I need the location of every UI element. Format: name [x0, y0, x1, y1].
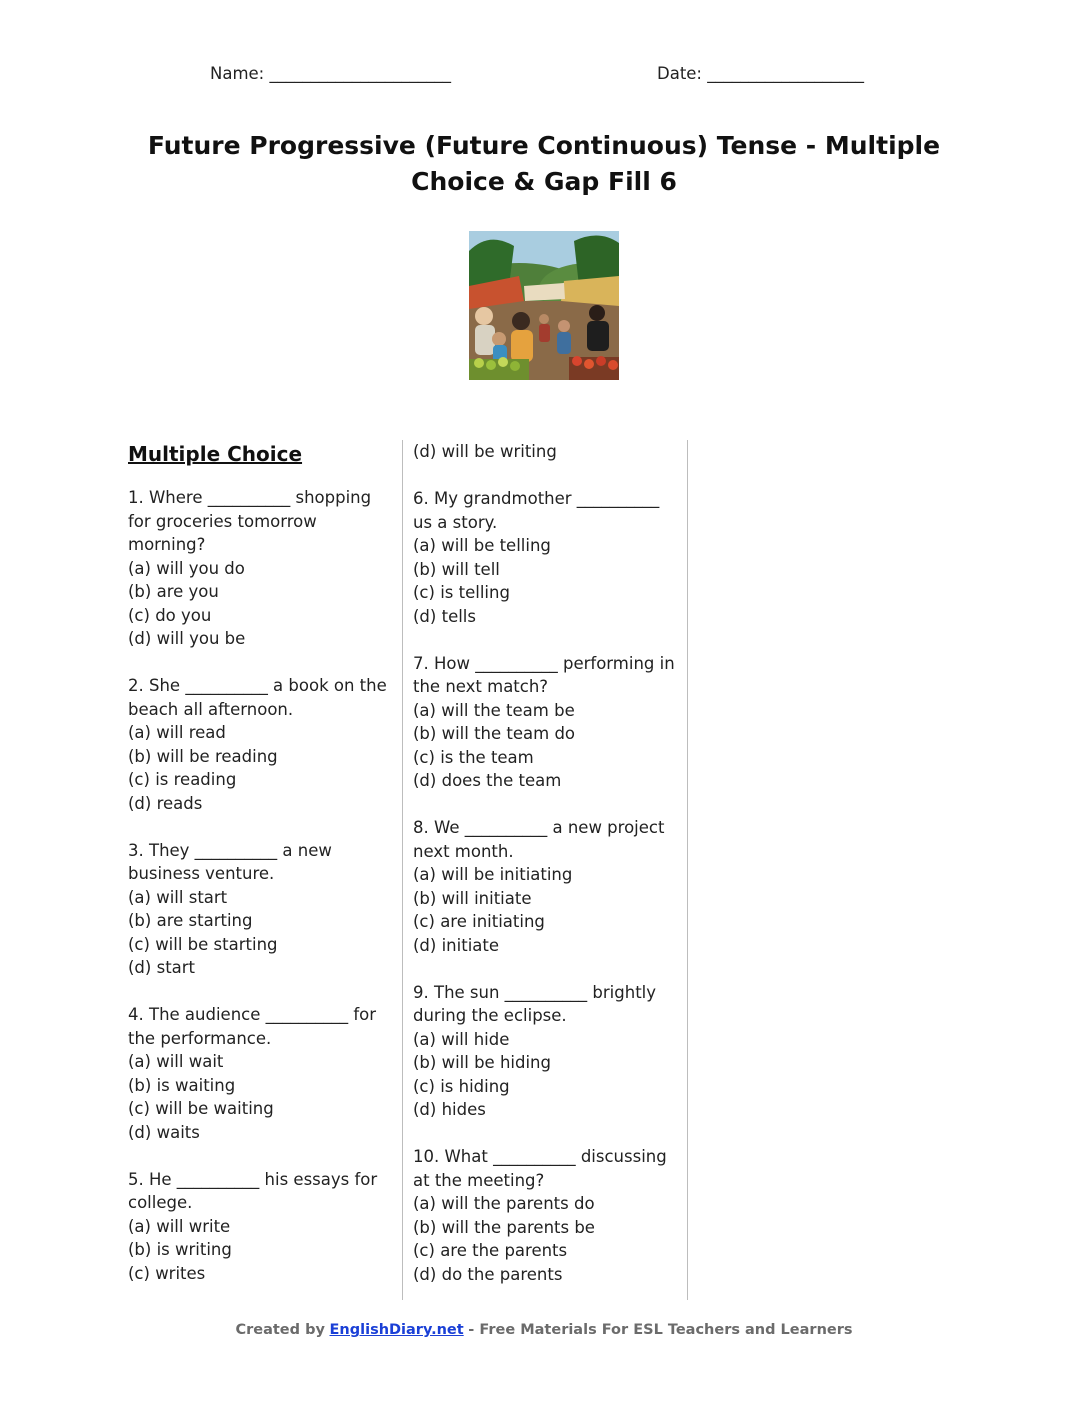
answer-option: (a) will the team be: [413, 700, 575, 720]
answer-option: (c) are initiating: [413, 912, 545, 931]
question-stem-line: 5. He __________ his essays for: [128, 1169, 378, 1189]
answer-option: (c) will be starting: [128, 934, 278, 954]
answer-option: (c) will be waiting: [128, 1099, 274, 1118]
question-stem-line: college.: [128, 1193, 193, 1212]
answer-option: (d) tells: [413, 606, 476, 626]
question-stem-line: 3. They __________ a new: [128, 840, 332, 860]
answer-option: (c) do you: [128, 605, 212, 625]
question-stem-line: at the meeting?: [413, 1170, 545, 1190]
date-field-label: Date: ___________________: [657, 64, 864, 83]
question-stem-line: during the eclipse.: [413, 1006, 567, 1025]
answer-option: (b) will be hiding: [413, 1053, 551, 1072]
answer-option: (d) start: [128, 958, 196, 977]
question-stem-line: 10. What __________ discussing: [413, 1147, 667, 1166]
footer-suffix: - Free Materials For ESL Teachers and Learners: [468, 1322, 853, 1338]
answer-option: (b) will the team do: [413, 724, 576, 743]
question-stem-line: beach all afternoon.: [128, 699, 294, 719]
name-field-label: Name: ______________________: [210, 64, 451, 83]
answer-option: (d) will you be: [128, 629, 246, 648]
column-divider-right: [687, 440, 688, 1300]
question-stem-line: the next match?: [413, 677, 549, 696]
answer-option: (a) will hide: [413, 1029, 510, 1049]
answer-option: (a) will wait: [128, 1052, 224, 1071]
section-heading: Multiple Choice: [128, 442, 303, 466]
answer-option: (c) are the parents: [413, 1241, 568, 1260]
question-10: [413, 1145, 678, 1286]
answer-option: (a) will read: [128, 723, 226, 742]
answer-option: (a) will be initiating: [413, 865, 573, 884]
answer-option: (c) is telling: [413, 583, 510, 602]
question-1: [128, 486, 390, 651]
question-stem-line: 4. The audience __________ for: [128, 1005, 377, 1024]
question-stem-line: morning?: [128, 535, 206, 554]
question-7: [413, 652, 678, 793]
answer-option: (d) reads: [128, 793, 203, 813]
answer-option: (c) is reading: [128, 770, 237, 789]
questions-column-left: [128, 440, 390, 1309]
question-9: [413, 981, 678, 1122]
answer-option: (b) is waiting: [128, 1075, 236, 1095]
question-4: [128, 1003, 390, 1144]
answer-option: (b) is writing: [128, 1240, 232, 1259]
answer-option: (a) will start: [128, 887, 228, 907]
question-6: [413, 487, 678, 628]
answer-option: (d) hides: [413, 1100, 486, 1119]
answer-option: (d) will be writing: [413, 442, 557, 461]
question-3: [128, 839, 390, 980]
question-8: [413, 816, 678, 957]
answer-option: (c) writes: [128, 1263, 206, 1283]
question-stem-line: 2. She __________ a book on the: [128, 676, 387, 695]
answer-option: (a) will be telling: [413, 536, 551, 555]
questions-column-right: [413, 440, 678, 1310]
answer-option: (c) is hiding: [413, 1076, 510, 1096]
question-stem-line: business venture.: [128, 864, 275, 883]
answer-option: (a) will write: [128, 1216, 231, 1236]
worksheet-title: Future Progressive (Future Continuous) Tense - Multiple Choice & Gap Fill 6: [147, 131, 941, 196]
footer: [0, 1322, 1088, 1338]
question-stem-line: the performance.: [128, 1028, 272, 1048]
market-illustration: [469, 231, 619, 380]
answer-option: (d) waits: [128, 1122, 200, 1142]
question-stem-line: 8. We __________ a new project: [413, 818, 665, 837]
answer-option: (b) are you: [128, 582, 219, 601]
answer-option: (d) initiate: [413, 935, 500, 955]
englishdiary-link[interactable]: EnglishDiary.net: [329, 1322, 464, 1338]
answer-option: (d) does the team: [413, 771, 562, 790]
question-stem-line: 9. The sun __________ brightly: [413, 982, 657, 1002]
answer-option: (b) are starting: [128, 911, 253, 930]
answer-option: (a) will you do: [128, 558, 245, 578]
question-5-continued: [413, 440, 678, 464]
footer-prefix: Created by: [235, 1322, 325, 1338]
answer-option: (b) will the parents be: [413, 1217, 595, 1237]
question-5: [128, 1168, 390, 1286]
question-stem-line: next month.: [413, 841, 514, 861]
question-stem-line: 6. My grandmother __________: [413, 489, 660, 508]
question-stem-line: 1. Where __________ shopping: [128, 488, 372, 507]
question-stem-line: 7. How __________ performing in: [413, 653, 675, 673]
answer-option: (a) will the parents do: [413, 1194, 595, 1213]
answer-option: (b) will tell: [413, 559, 500, 579]
answer-option: (b) will initiate: [413, 888, 532, 908]
answer-option: (c) is the team: [413, 747, 534, 767]
answer-option: (d) do the parents: [413, 1264, 563, 1284]
question-stem-line: for groceries tomorrow: [128, 511, 317, 531]
column-divider-left: [402, 440, 403, 1300]
question-2: [128, 674, 390, 815]
question-stem-line: us a story.: [413, 512, 498, 532]
answer-option: (b) will be reading: [128, 746, 278, 766]
